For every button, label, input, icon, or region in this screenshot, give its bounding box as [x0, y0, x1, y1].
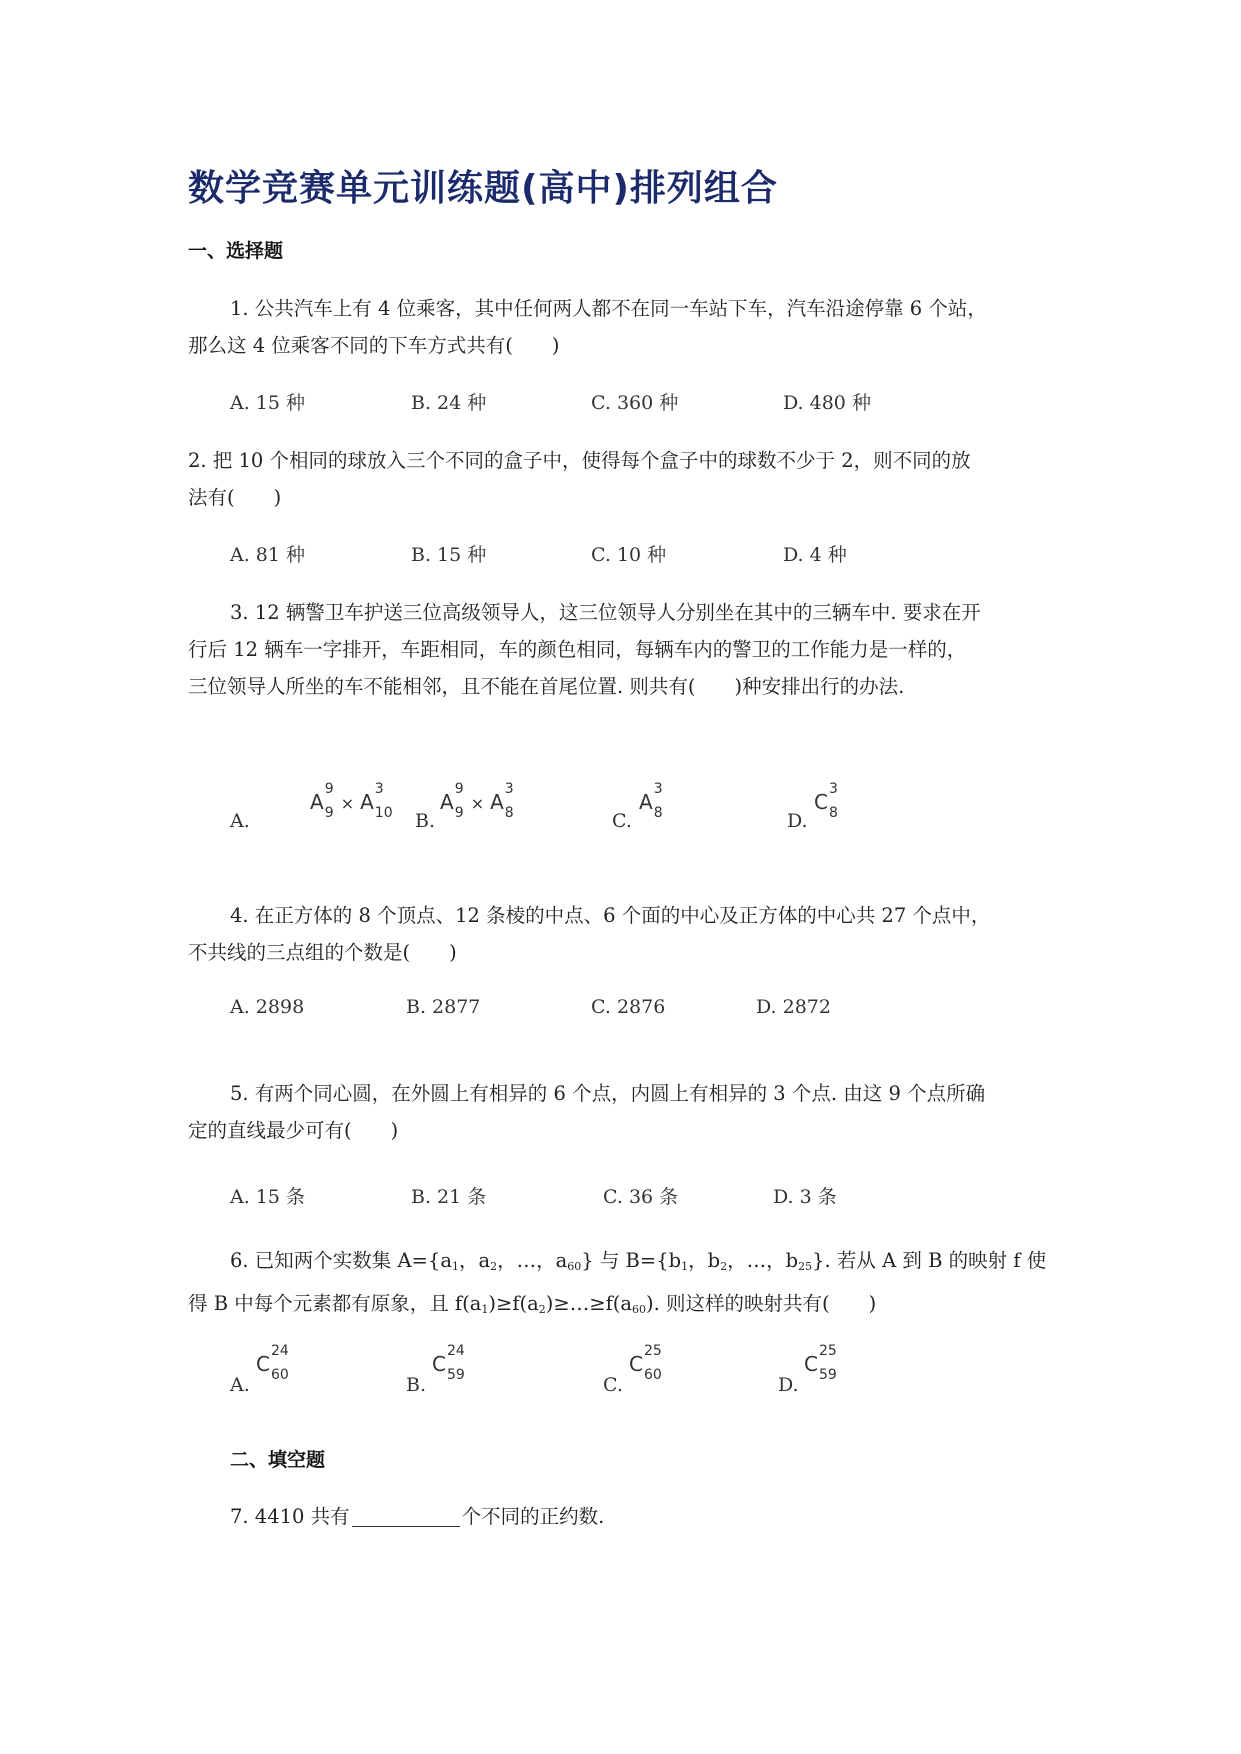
page-title: 数学竞赛单元训练题(高中)排列组合 — [188, 168, 778, 209]
question-3-line-1: 3. 12 辆警卫车护送三位高级领导人，这三位领导人分别坐在其中的三辆车中. 要求在开 — [230, 601, 981, 624]
question-3-option-d-formula: C 3 8 — [814, 781, 838, 821]
question-2-options — [0, 540, 1241, 580]
question-2-option-b: B. 15 种 — [411, 544, 487, 566]
question-2-line-2: 法有( ) — [188, 486, 282, 509]
question-5-option-b: B. 21 条 — [411, 1186, 487, 1208]
question-4-line-1: 4. 在正方体的 8 个顶点、12 条棱的中点、6 个面的中心及正方体的中心共 27 个点中， — [230, 904, 991, 927]
question-1-option-b: B. 24 种 — [411, 392, 487, 414]
question-6-line-1: 6. 已知两个实数集 A={a1，a2，…，a60} 与 B={b1，b2，…，b25}. 若从 A 到 B 的映射 f 使 — [230, 1249, 1047, 1273]
question-5-options — [0, 1182, 1241, 1222]
question-6-option-d-formula: C 25 59 — [804, 1343, 837, 1383]
question-3-option-d-letter: D. — [787, 810, 808, 832]
question-2-option-c: C. 10 种 — [591, 544, 667, 566]
question-5 — [188, 1075, 1058, 1149]
question-4 — [188, 897, 1058, 971]
question-1-option-c: C. 360 种 — [591, 392, 679, 414]
question-6-options — [0, 1343, 1241, 1414]
section-multiple-choice-heading: 一、选择题 — [188, 240, 284, 262]
question-5-line-2: 定的直线最少可有( ) — [188, 1119, 399, 1142]
question-7 — [188, 1498, 1058, 1535]
question-5-option-d: D. 3 条 — [773, 1186, 837, 1208]
question-5-option-a: A. 15 条 — [230, 1186, 306, 1208]
question-4-line-2: 不共线的三点组的个数是( ) — [188, 941, 457, 964]
question-7-text-after: 个不同的正约数. — [461, 1505, 605, 1528]
question-4-options — [0, 996, 1241, 1036]
question-7-answer-blank[interactable] — [352, 1504, 460, 1527]
question-1-line-2: 那么这 4 位乘客不同的下车方式共有( ) — [188, 334, 560, 357]
question-6-option-d-letter: D. — [778, 1374, 799, 1396]
question-5-option-c: C. 36 条 — [603, 1186, 679, 1208]
question-6-option-b-letter: B. — [406, 1374, 427, 1396]
section-fill-in-heading: 二、填空题 — [230, 1449, 326, 1471]
question-3-option-c-letter: C. — [612, 810, 632, 832]
question-3 — [188, 594, 1058, 705]
question-3-line-2: 行后 12 辆车一字排开，车距相同，车的颜色相同，每辆车内的警卫的工作能力是一样的， — [188, 638, 967, 661]
question-3-line-3: 三位领导人所坐的车不能相邻，且不能在首尾位置. 则共有( )种安排出行的办法. — [188, 675, 905, 698]
question-2-option-d: D. 4 种 — [783, 544, 847, 566]
question-6-option-c-letter: C. — [603, 1374, 623, 1396]
question-2-option-a: A. 81 种 — [230, 544, 306, 566]
question-4-option-a: A. 2898 — [230, 996, 305, 1018]
question-2 — [188, 442, 1058, 516]
question-1-line-1: 1. 公共汽车上有 4 位乘客，其中任何两人都不在同一车站下车，汽车沿途停靠 6 个站， — [230, 297, 987, 320]
question-3-options — [0, 781, 1241, 850]
question-6-line-2: 得 B 中每个元素都有原象，且 f(a1)≥f(a2)≥…≥f(a60). 则这样的映射共有( ) — [188, 1292, 877, 1316]
question-6-option-b-formula: C 24 59 — [432, 1343, 465, 1383]
question-7-text-before: 7. 4410 共有 — [230, 1505, 350, 1528]
question-1-option-a: A. 15 种 — [230, 392, 306, 414]
question-4-option-c: C. 2876 — [591, 996, 666, 1018]
question-6-option-a-formula: C 24 60 — [256, 1343, 289, 1383]
question-3-option-c-formula: A 3 8 — [639, 781, 663, 821]
question-6 — [188, 1242, 1058, 1328]
question-6-option-a-letter: A. — [230, 1374, 250, 1396]
question-3-option-b-letter: B. — [415, 810, 436, 832]
question-6-option-c-formula: C 25 60 — [629, 1343, 662, 1383]
question-5-line-1: 5. 有两个同心圆，在外圆上有相异的 6 个点，内圆上有相异的 3 个点. 由这 9 个点所确 — [230, 1082, 986, 1105]
question-4-option-d: D. 2872 — [756, 996, 831, 1018]
question-1-option-d: D. 480 种 — [783, 392, 871, 414]
question-1 — [188, 290, 1058, 364]
question-1-options — [0, 388, 1241, 428]
question-4-option-b: B. 2877 — [406, 996, 481, 1018]
question-3-option-a-formula: A 9 9 × A 3 10 — [310, 781, 393, 821]
question-3-option-a-letter: A. — [230, 810, 250, 832]
question-2-line-1: 2. 把 10 个相同的球放入三个不同的盒子中，使得每个盒子中的球数不少于 2，则不同的放 — [188, 449, 971, 472]
question-3-option-b-formula: A 9 9 × A 3 8 — [440, 781, 514, 821]
